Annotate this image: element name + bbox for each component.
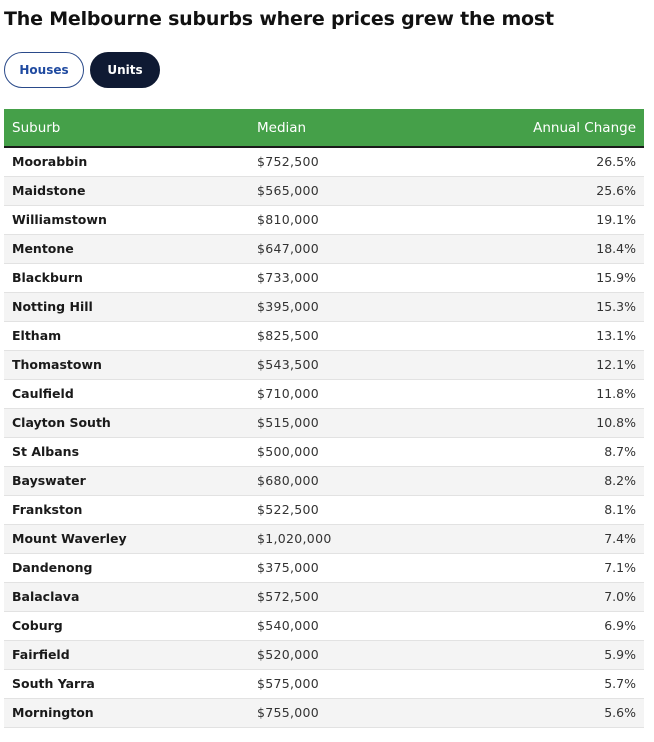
- cell-median: $647,000: [249, 234, 449, 263]
- page-title: The Melbourne suburbs where prices grew the most: [4, 8, 554, 30]
- suburbs-table-container: [4, 109, 644, 728]
- cell-suburb: Bayswater: [4, 466, 249, 495]
- cell-annual-change: 18.4%: [449, 234, 644, 263]
- table-row: [4, 350, 644, 379]
- table-row: [4, 495, 644, 524]
- cell-annual-change: 13.1%: [449, 321, 644, 350]
- cell-annual-change: 8.7%: [449, 437, 644, 466]
- cell-median: $540,000: [249, 611, 449, 640]
- cell-annual-change: 8.1%: [449, 495, 644, 524]
- cell-annual-change: 25.6%: [449, 176, 644, 205]
- cell-suburb: Mornington: [4, 698, 249, 727]
- table-row: [4, 234, 644, 263]
- table-row: [4, 611, 644, 640]
- table-row: [4, 321, 644, 350]
- cell-median: $1,020,000: [249, 524, 449, 553]
- cell-suburb: Eltham: [4, 321, 249, 350]
- cell-median: $565,000: [249, 176, 449, 205]
- cell-median: $680,000: [249, 466, 449, 495]
- table-row: [4, 437, 644, 466]
- cell-suburb: Mentone: [4, 234, 249, 263]
- cell-annual-change: 7.1%: [449, 553, 644, 582]
- cell-suburb: St Albans: [4, 437, 249, 466]
- cell-suburb: Notting Hill: [4, 292, 249, 321]
- cell-suburb: Caulfield: [4, 379, 249, 408]
- cell-suburb: Coburg: [4, 611, 249, 640]
- cell-suburb: South Yarra: [4, 669, 249, 698]
- cell-median: $395,000: [249, 292, 449, 321]
- cell-annual-change: 5.9%: [449, 640, 644, 669]
- cell-suburb: Williamstown: [4, 205, 249, 234]
- cell-annual-change: 8.2%: [449, 466, 644, 495]
- cell-suburb: Fairfield: [4, 640, 249, 669]
- cell-suburb: Dandenong: [4, 553, 249, 582]
- cell-annual-change: 5.7%: [449, 669, 644, 698]
- suburbs-table: [4, 109, 644, 728]
- table-row: [4, 640, 644, 669]
- table-row: [4, 698, 644, 727]
- cell-median: $575,000: [249, 669, 449, 698]
- cell-median: $543,500: [249, 350, 449, 379]
- table-row: [4, 408, 644, 437]
- cell-median: $375,000: [249, 553, 449, 582]
- cell-annual-change: 26.5%: [449, 147, 644, 176]
- cell-median: $515,000: [249, 408, 449, 437]
- cell-median: $520,000: [249, 640, 449, 669]
- cell-suburb: Frankston: [4, 495, 249, 524]
- header-annual-change[interactable]: Annual Change: [449, 109, 644, 147]
- table-body: [4, 147, 644, 727]
- cell-median: $500,000: [249, 437, 449, 466]
- cell-annual-change: 5.6%: [449, 698, 644, 727]
- table-row: [4, 379, 644, 408]
- cell-suburb: Balaclava: [4, 582, 249, 611]
- header-median[interactable]: Median: [249, 109, 449, 147]
- table-row: [4, 582, 644, 611]
- table-row: [4, 669, 644, 698]
- table-row: [4, 292, 644, 321]
- cell-annual-change: 15.3%: [449, 292, 644, 321]
- cell-suburb: Blackburn: [4, 263, 249, 292]
- cell-annual-change: 11.8%: [449, 379, 644, 408]
- cell-median: $825,500: [249, 321, 449, 350]
- cell-median: $752,500: [249, 147, 449, 176]
- table-row: [4, 524, 644, 553]
- table-row: [4, 466, 644, 495]
- table-header-row: [4, 109, 644, 147]
- table-row: [4, 147, 644, 176]
- table-row: [4, 205, 644, 234]
- cell-suburb: Clayton South: [4, 408, 249, 437]
- header-suburb[interactable]: Suburb: [4, 109, 249, 147]
- table-row: [4, 176, 644, 205]
- cell-median: $755,000: [249, 698, 449, 727]
- cell-median: $522,500: [249, 495, 449, 524]
- cell-suburb: Mount Waverley: [4, 524, 249, 553]
- cell-median: $710,000: [249, 379, 449, 408]
- cell-suburb: Maidstone: [4, 176, 249, 205]
- cell-annual-change: 19.1%: [449, 205, 644, 234]
- cell-median: $733,000: [249, 263, 449, 292]
- cell-median: $572,500: [249, 582, 449, 611]
- cell-annual-change: 10.8%: [449, 408, 644, 437]
- table-row: [4, 263, 644, 292]
- cell-annual-change: 12.1%: [449, 350, 644, 379]
- table-header: [4, 109, 644, 147]
- houses-button[interactable]: Houses: [4, 52, 84, 88]
- cell-suburb: Thomastown: [4, 350, 249, 379]
- cell-annual-change: 7.4%: [449, 524, 644, 553]
- cell-suburb: Moorabbin: [4, 147, 249, 176]
- property-type-toggle: [4, 52, 160, 88]
- cell-median: $810,000: [249, 205, 449, 234]
- cell-annual-change: 6.9%: [449, 611, 644, 640]
- cell-annual-change: 7.0%: [449, 582, 644, 611]
- table-row: [4, 553, 644, 582]
- units-button[interactable]: Units: [90, 52, 160, 88]
- cell-annual-change: 15.9%: [449, 263, 644, 292]
